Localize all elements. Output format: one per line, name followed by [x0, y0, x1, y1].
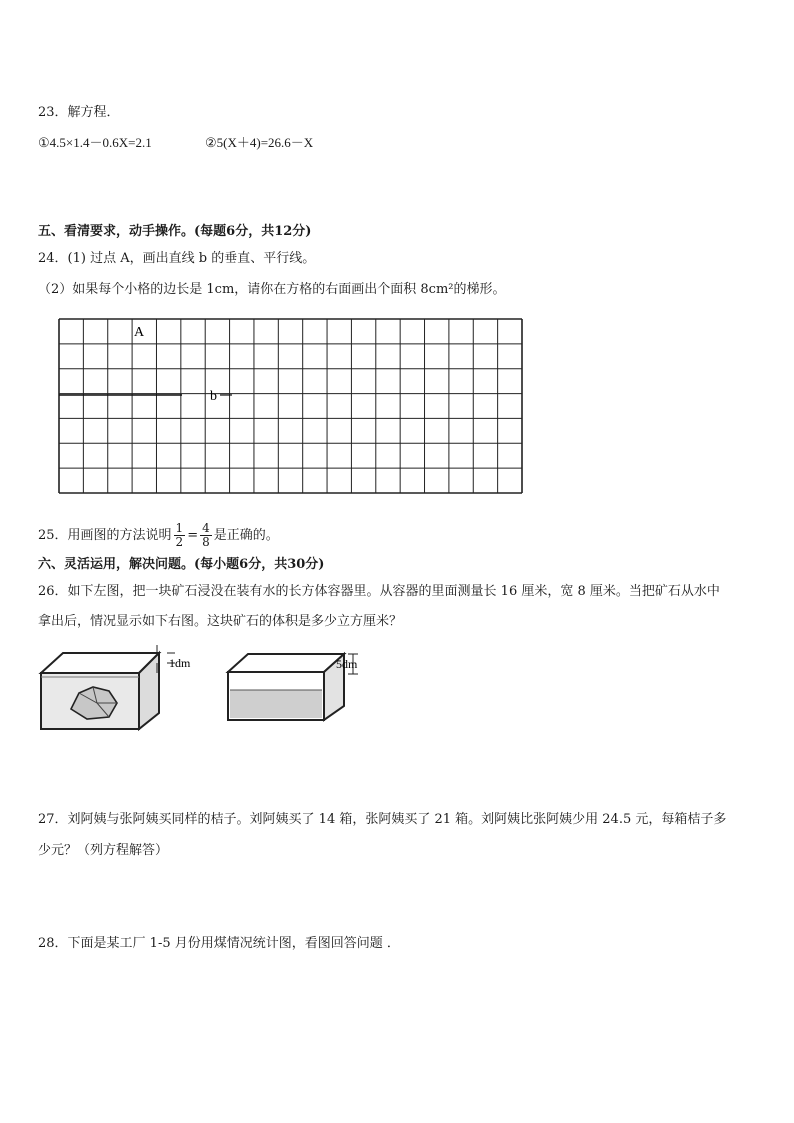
q24-part2: （2）如果每个小格的边长是 1cm，请你在方格的右面画出个面积 8cm²的梯形。 [38, 282, 506, 297]
grid-lines [59, 319, 522, 493]
q26-container-right [222, 650, 372, 730]
q23-equation-2: ②5(X＋4)=26.6－X [205, 135, 314, 150]
q26-line2: 拿出后，情况显示如下右图。这块矿石的体积是多少立方厘米？ [38, 614, 403, 629]
equals-sign: = [187, 528, 199, 543]
q26-container-left [35, 645, 215, 735]
q28-line1: 28．下面是某工厂 1-5 月份用煤情况统计图，看图回答问题 ． [38, 936, 400, 951]
q27-line1: 27．刘阿姨与张阿姨买同样的桔子。刘阿姨买了 14 箱，张阿姨买了 21 箱。刘阿姨比张阿姨少用 24.5 元，每箱桔子多 [38, 812, 727, 827]
point-a-label: A [134, 325, 145, 340]
q26-line1: 26．如下左图，把一块矿石浸没在装有水的长方体容器里。从容器的里面测量长 16 厘米，宽 8 厘米。当把矿石从水中 [38, 584, 720, 599]
fraction-1-numerator: 1 [175, 521, 184, 535]
section5-heading: 五、看清要求，动手操作。(每题6分，共12分) [38, 224, 312, 239]
fraction-2-numerator: 4 [202, 521, 210, 535]
line-b-label: b [210, 389, 217, 404]
q25-line [38, 522, 279, 550]
q27-line2: 少元？（列方程解答） [38, 843, 169, 858]
label-5dm: 5dm [336, 657, 358, 671]
q25-prefix: 25．用画图的方法说明 [38, 528, 172, 543]
q24-part1: 24．(1) 过点 A，画出直线 b 的垂直、平行线。 [38, 251, 316, 266]
section6-heading: 六、灵活运用，解决问题。(每小题6分，共30分) [38, 557, 325, 572]
fraction-1-denominator: 2 [175, 535, 184, 549]
q23-equation-1: ①4.5×1.4－0.6X=2.1 [38, 135, 152, 150]
fraction-one-half [174, 522, 186, 549]
q25-suffix: 是正确的。 [213, 528, 279, 543]
q23-title: 23．解方程． [38, 105, 120, 120]
fraction-four-eighths [200, 522, 212, 549]
label-1dm: 1dm [169, 656, 191, 670]
fraction-2-denominator: 8 [202, 535, 210, 549]
